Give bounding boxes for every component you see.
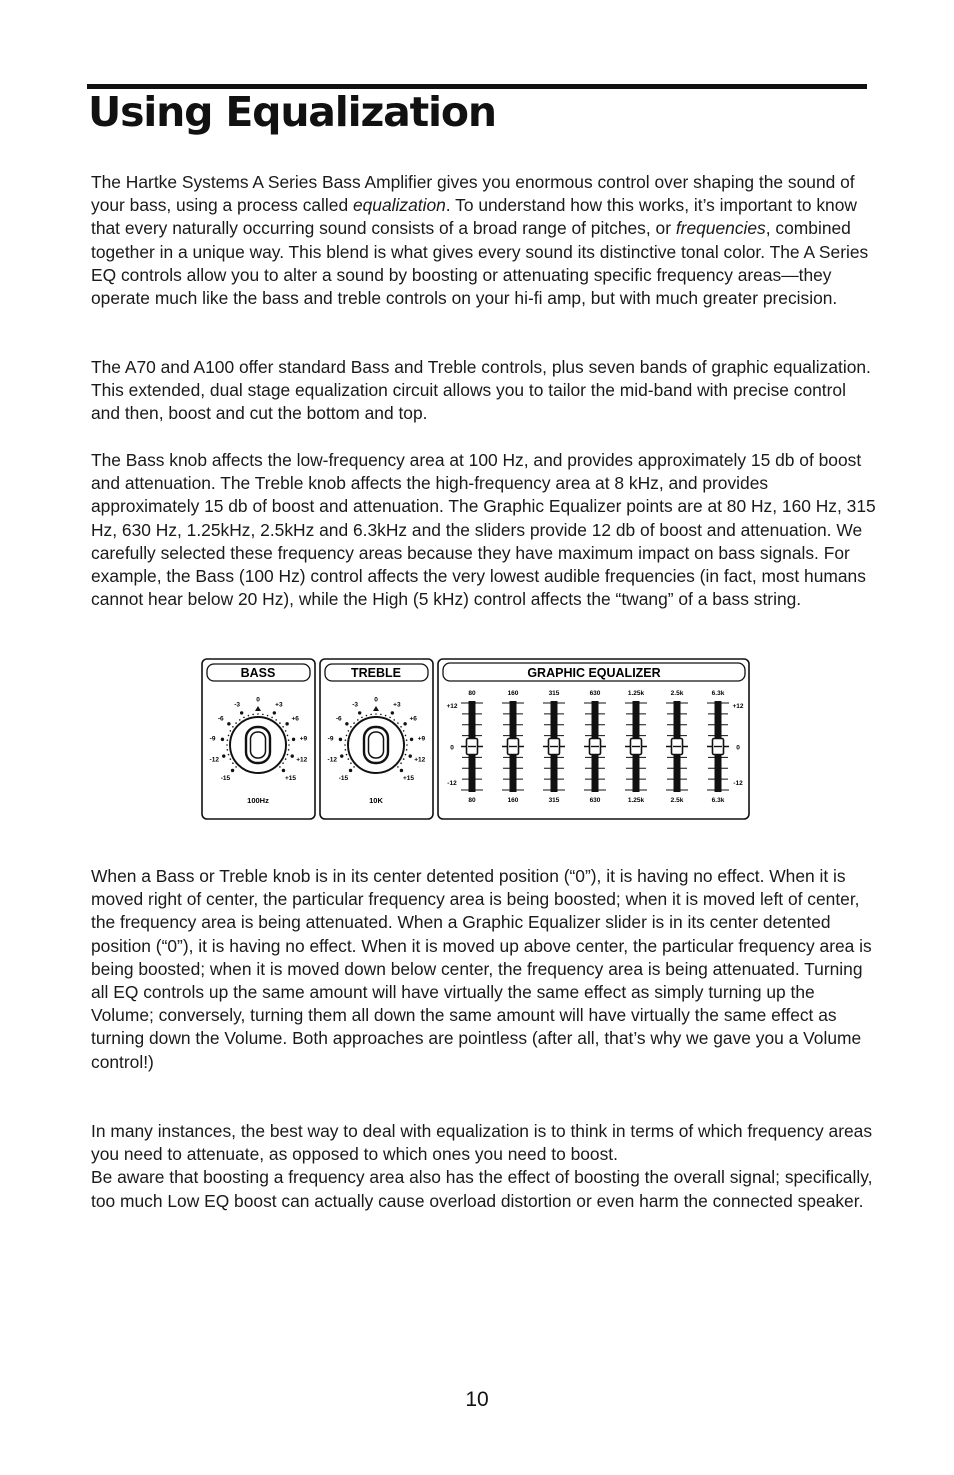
bass-knob-tick bbox=[221, 738, 224, 741]
bass-knob-arc-dot bbox=[232, 762, 234, 764]
treble-knob-tick bbox=[358, 711, 361, 714]
eq-slider-6.3k[interactable] bbox=[707, 690, 729, 804]
treble-knob-tick-zero bbox=[373, 706, 379, 711]
bass-knob-arc-dot bbox=[285, 758, 287, 760]
eq-controls-diagram bbox=[200, 657, 752, 823]
eq-band-label-bottom: 80 bbox=[468, 797, 476, 804]
bass-knob-tick bbox=[273, 711, 276, 714]
treble-knob-arc-dot bbox=[357, 719, 359, 721]
page-title: Using Equalization bbox=[88, 88, 496, 136]
treble-knob-scale-label: -15 bbox=[338, 775, 349, 783]
bass-knob-tick bbox=[285, 722, 288, 725]
page-number: 10 bbox=[465, 1388, 489, 1411]
bass-frequency-label: 100Hz bbox=[247, 796, 269, 805]
bass-knob-scale-label: -15 bbox=[220, 775, 231, 783]
treble-knob[interactable] bbox=[328, 697, 426, 783]
bass-knob-arc-dot bbox=[271, 717, 273, 719]
eq-left-scale-label: +12 bbox=[446, 703, 458, 710]
treble-knob-arc-dot bbox=[405, 735, 407, 737]
treble-knob-arc-dot bbox=[397, 722, 399, 724]
eq-band-label-top: 80 bbox=[468, 690, 476, 697]
bass-knob-arc-dot bbox=[279, 766, 281, 768]
bass-knob-arc-dot bbox=[235, 766, 237, 768]
intro-text-3: , combined together in a unique way. This blend is what gives every sound its distinctive tonal color. The A Series EQ controls allow you to alter a sound by boosting or attenuating specific frequency areas—they operate much like the bass and treble controls on your hi-fi amp, but with much greater precision. bbox=[91, 218, 869, 309]
treble-knob-scale-label: -3 bbox=[352, 701, 359, 709]
intro-term-frequencies: frequencies bbox=[675, 218, 766, 239]
treble-knob-arc-dot bbox=[345, 739, 347, 741]
treble-knob-tick bbox=[349, 769, 352, 772]
treble-knob-arc-dot bbox=[406, 749, 408, 751]
bass-knob-arc-dot bbox=[228, 735, 230, 737]
paragraph-advice: In many instances, the best way to deal with equalization is to think in terms of which frequency areas you need to attenuate, as opposed to which ones you need to boost. Be aware that boosting a frequency area also has the effect of boosting the overall signal; specifically, too much Low EQ boost can actually cause overload distortion or even harm the connected speaker. bbox=[91, 1121, 873, 1211]
bass-knob-arc-dot bbox=[282, 762, 284, 764]
graphic-eq-title: GRAPHIC EQUALIZER bbox=[527, 666, 661, 680]
treble-knob-tick bbox=[409, 754, 412, 757]
treble-knob-scale-label: +12 bbox=[414, 756, 426, 764]
bass-knob-arc-dot bbox=[232, 726, 234, 728]
treble-knob-arc-dot bbox=[380, 714, 382, 716]
treble-knob-arc-dot bbox=[397, 766, 399, 768]
graphic-eq-panel bbox=[438, 659, 749, 819]
bass-knob-arc-dot bbox=[288, 739, 290, 741]
eq-band-label-bottom: 160 bbox=[507, 797, 519, 804]
treble-knob-tick bbox=[339, 738, 342, 741]
treble-knob-scale-label: +6 bbox=[409, 715, 417, 723]
eq-band-label-top: 630 bbox=[589, 690, 601, 697]
bass-knob-arc-dot bbox=[230, 730, 232, 732]
treble-knob-arc-dot bbox=[385, 715, 387, 717]
bass-knob-tick bbox=[222, 754, 225, 757]
bass-knob-tick-zero bbox=[255, 706, 261, 711]
bass-knob-arc-dot bbox=[252, 714, 254, 716]
bass-knob-arc-dot bbox=[288, 749, 290, 751]
bass-knob-body bbox=[230, 717, 286, 773]
bass-knob-arc-dot bbox=[279, 722, 281, 724]
treble-knob-arc-dot bbox=[370, 714, 372, 716]
eq-slider-630[interactable] bbox=[584, 690, 606, 804]
bass-knob-scale-label: +6 bbox=[291, 715, 299, 723]
bass-knob-arc-dot bbox=[243, 717, 245, 719]
bass-knob-arc-dot bbox=[235, 722, 237, 724]
treble-knob-arc-dot bbox=[353, 722, 355, 724]
intro-text-1: The Hartke Systems A Series Bass Amplifier gives you enormous control over shaping the sound of your bass, using a process called bbox=[91, 172, 855, 216]
treble-knob-arc-dot bbox=[361, 717, 363, 719]
bass-knob-tick bbox=[282, 769, 285, 772]
intro-term-equalization: equalization bbox=[352, 195, 446, 216]
eq-band-label-top: 1.25k bbox=[627, 690, 645, 697]
treble-frequency-label: 10K bbox=[369, 796, 383, 805]
eq-sliders bbox=[461, 690, 729, 804]
treble-knob-arc-dot bbox=[346, 735, 348, 737]
treble-knob-arc-dot bbox=[350, 726, 352, 728]
eq-slider-160[interactable] bbox=[502, 690, 524, 804]
bass-knob-arc-dot bbox=[257, 713, 259, 715]
bass-knob-scale-label: +12 bbox=[296, 756, 308, 764]
treble-knob-tick bbox=[345, 722, 348, 725]
eq-right-scale-label: -12 bbox=[733, 780, 743, 787]
bass-knob-tick bbox=[227, 722, 230, 725]
treble-knob-tick bbox=[400, 769, 403, 772]
eq-band-label-bottom: 630 bbox=[589, 797, 601, 804]
paragraph-usage: When a Bass or Treble knob is in its center detented position (“0”), it is having no effect. When it is moved right of center, the particular frequency area is being boosted; when it is moved left of center, the frequency area is being attenuated. When a Graphic Equalizer slider is in its center detented position (“0”), it is having no effect. When it is moved up above center, the particular frequency area is being boosted; when it is moved down below center, the frequency area is being attenuated. Turning all EQ controls up the same amount will have virtually the same effect as simply turning up the Volume; conversely, turning them all down the same amount will have virtually the same effect as turning down the Volume. Both approaches are pointless (after all, that’s why we gave you a Volume control!) bbox=[91, 866, 872, 1072]
eq-slider-1.25k[interactable] bbox=[625, 690, 647, 804]
treble-knob-arc-dot bbox=[406, 744, 408, 746]
treble-knob-scale-label: +15 bbox=[403, 775, 415, 783]
eq-band-label-top: 2.5k bbox=[670, 690, 684, 697]
bass-knob-arc-dot bbox=[227, 749, 229, 751]
treble-knob-arc-dot bbox=[389, 717, 391, 719]
treble-panel bbox=[320, 659, 433, 819]
bass-knob-arc-dot bbox=[267, 715, 269, 717]
bass-knob-tick bbox=[231, 769, 234, 772]
eq-slider-80[interactable] bbox=[461, 690, 483, 804]
bass-knob-tick bbox=[292, 738, 295, 741]
treble-knob-arc-dot bbox=[400, 726, 402, 728]
bass-knob[interactable] bbox=[210, 697, 308, 783]
bass-knob-scale-label: -6 bbox=[217, 715, 224, 723]
bass-knob-scale-label: -12 bbox=[209, 756, 219, 764]
treble-knob-tick bbox=[340, 754, 343, 757]
bass-knob-arc-dot bbox=[275, 719, 277, 721]
eq-right-scale-label: 0 bbox=[736, 744, 740, 752]
eq-left-scale-label: 0 bbox=[450, 744, 454, 752]
treble-title: TREBLE bbox=[351, 666, 401, 680]
bass-knob-arc-dot bbox=[226, 744, 228, 746]
bass-knob-scale-label: -9 bbox=[209, 735, 216, 743]
treble-knob-arc-dot bbox=[348, 758, 350, 760]
bass-knob-arc-dot bbox=[230, 758, 232, 760]
eq-left-scale-label: -12 bbox=[447, 780, 457, 787]
bass-knob-arc-dot bbox=[228, 754, 230, 756]
treble-knob-tick bbox=[391, 711, 394, 714]
bass-knob-arc-dot bbox=[287, 735, 289, 737]
treble-knob-arc-dot bbox=[344, 744, 346, 746]
treble-knob-arc-dot bbox=[346, 754, 348, 756]
bass-knob-scale-label: +3 bbox=[275, 701, 283, 709]
treble-knob-arc-dot bbox=[375, 713, 377, 715]
treble-knob-tick bbox=[410, 738, 413, 741]
bass-knob-arc-dot bbox=[282, 726, 284, 728]
eq-slider-2.5k[interactable] bbox=[666, 690, 688, 804]
treble-knob-tick bbox=[403, 722, 406, 725]
bass-knob-scale-label: +9 bbox=[299, 735, 308, 743]
bass-knob-tick bbox=[240, 711, 243, 714]
paragraph-intro bbox=[91, 171, 877, 310]
bass-knob-arc-dot bbox=[262, 714, 264, 716]
treble-knob-scale-label: +9 bbox=[417, 735, 426, 743]
eq-band-label-bottom: 315 bbox=[548, 797, 560, 804]
treble-knob-scale-label: +3 bbox=[393, 701, 401, 709]
eq-band-label-bottom: 6.3k bbox=[711, 797, 725, 804]
bass-knob-tick bbox=[291, 754, 294, 757]
bass-knob-arc-dot bbox=[248, 715, 250, 717]
bass-knob-arc-dot bbox=[285, 730, 287, 732]
treble-knob-arc-dot bbox=[366, 715, 368, 717]
treble-knob-arc-dot bbox=[406, 739, 408, 741]
treble-knob-scale-label: -12 bbox=[327, 756, 337, 764]
treble-knob-scale-label: -9 bbox=[327, 735, 334, 743]
treble-knob-arc-dot bbox=[405, 754, 407, 756]
treble-knob-body bbox=[348, 717, 404, 773]
treble-knob-arc-dot bbox=[403, 730, 405, 732]
bass-title: BASS bbox=[240, 666, 276, 680]
bass-knob-arc-dot bbox=[227, 739, 229, 741]
eq-band-label-top: 6.3k bbox=[711, 690, 725, 697]
eq-band-label-top: 160 bbox=[507, 690, 519, 697]
eq-band-label-bottom: 1.25k bbox=[627, 797, 645, 804]
eq-right-scale-label: +12 bbox=[732, 703, 744, 710]
treble-knob-arc-dot bbox=[350, 762, 352, 764]
treble-knob-arc-dot bbox=[400, 762, 402, 764]
treble-knob-arc-dot bbox=[353, 766, 355, 768]
eq-band-label-top: 315 bbox=[548, 690, 560, 697]
treble-knob-arc-dot bbox=[393, 719, 395, 721]
bass-knob-arc-dot bbox=[288, 744, 290, 746]
bass-knob-scale-label: +15 bbox=[285, 775, 297, 783]
eq-slider-315[interactable] bbox=[543, 690, 565, 804]
bass-knob-scale-label: 0 bbox=[256, 696, 260, 704]
bass-knob-arc-dot bbox=[287, 754, 289, 756]
treble-knob-arc-dot bbox=[348, 730, 350, 732]
intro-text-2: . To understand how this works, it’s important to know that every naturally occurring sound consists of a broad range of pitches, or bbox=[91, 195, 857, 239]
paragraph-controls: The A70 and A100 offer standard Bass and Treble controls, plus seven bands of graphic equalization. This extended, dual stage equalization circuit allows you to tailor the mid-band with precise control and then, boost and cut the bottom and top. bbox=[91, 357, 871, 424]
paragraph-frequencies: The Bass knob affects the low-frequency area at 100 Hz, and provides approximately 15 db of boost and attenuation. The Treble knob affects the high-frequency area at 8 kHz, and provides approximately 15 db of boost and attenuation. The Graphic Equalizer points are at 80 Hz, 160 Hz, 315 Hz, 630 Hz, 1.25kHz, 2.5kHz and 6.3kHz and the sliders provide 12 db of boost and attenuation. We carefully selected these frequency areas because they have maximum impact on bass signals. For example, the Bass (100 Hz) control affects the very lowest audible frequencies (in fact, most humans cannot hear below 20 Hz), while the High (5 kHz) control affects the “twang” of a bass string. bbox=[91, 450, 876, 610]
bass-knob-arc-dot bbox=[239, 719, 241, 721]
treble-knob-scale-label: 0 bbox=[374, 696, 378, 704]
eq-band-label-bottom: 2.5k bbox=[670, 797, 684, 804]
bass-knob-scale-label: -3 bbox=[234, 701, 241, 709]
bass-panel bbox=[202, 659, 315, 819]
treble-knob-arc-dot bbox=[403, 758, 405, 760]
treble-knob-scale-label: -6 bbox=[335, 715, 342, 723]
treble-knob-arc-dot bbox=[345, 749, 347, 751]
